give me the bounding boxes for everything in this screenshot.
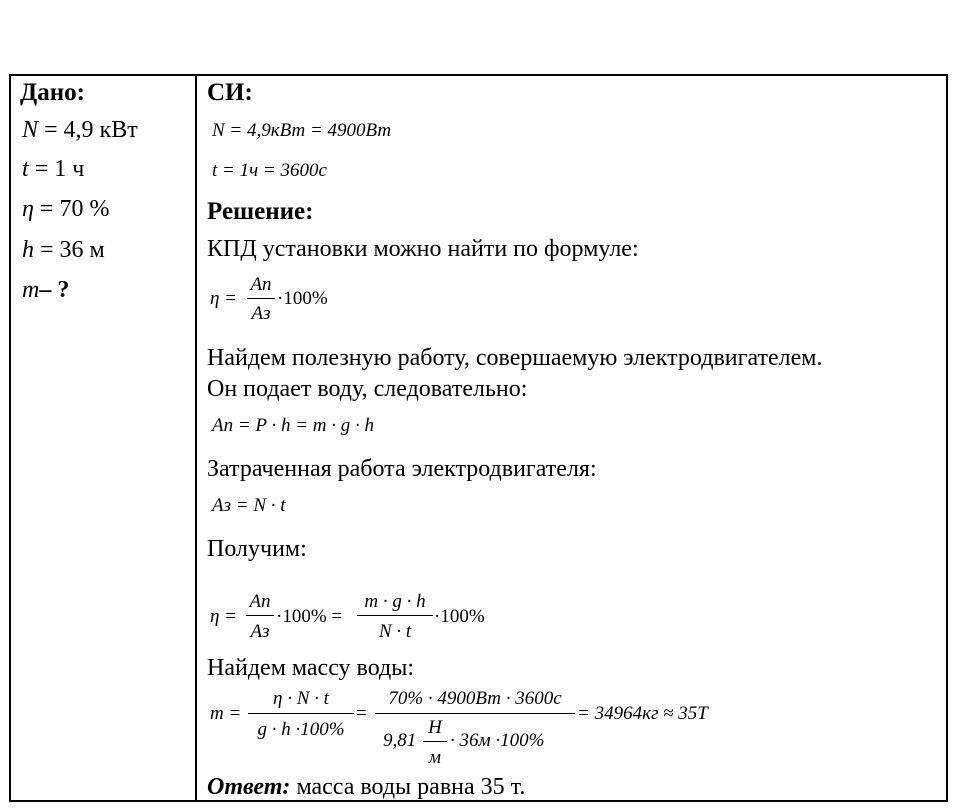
eq5-denominator-2-rest: · 36м ·100% (450, 730, 545, 751)
eq1-tail: ·100% (277, 288, 328, 309)
eq5-unit-bar (423, 741, 447, 742)
eq5-fraction-bar-2 (375, 713, 575, 714)
given-time (22, 157, 84, 181)
given-header: Дано: (20, 79, 85, 106)
solution-paragraph-3: Он подает воду, следовательно: (207, 376, 528, 402)
given-power-var: N (22, 117, 39, 143)
given-height (22, 238, 105, 262)
given-height-var: h (22, 237, 34, 263)
eq4-lhs: η = (210, 606, 237, 627)
eq1-numerator: Aп (250, 274, 272, 295)
eq4-denominator-2: N · t (378, 621, 412, 642)
si-time-line: t = 1ч = 3600с (212, 160, 327, 181)
given-efficiency-var: η (22, 196, 34, 222)
eq5-lhs: m = (210, 703, 242, 724)
given-unknown-var: m (22, 277, 40, 303)
given-unknown (22, 278, 69, 302)
given-unknown-value: – ? (39, 277, 70, 303)
eq5-result: = 34964кг ≈ 35Т (577, 703, 708, 724)
given-efficiency-value: = 70 % (39, 196, 110, 222)
eq5-denominator-2-coef: 9,81 (383, 730, 417, 751)
eq4-tail: ·100% (434, 606, 485, 627)
eq5-numerator-1: η · N · t (273, 688, 329, 709)
eq1-fraction-bar (247, 298, 275, 299)
given-time-var: t (22, 156, 29, 182)
answer-text: масса воды равна 35 т. (290, 774, 526, 800)
answer-label: Ответ: (207, 774, 291, 800)
si-header: СИ: (207, 79, 253, 106)
given-power-value: = 4,9 кВт (44, 117, 138, 143)
eq2: Aп = P · h = m · g · h (212, 415, 374, 436)
eq4-numerator-1: Aп (249, 591, 271, 612)
answer-line (207, 775, 525, 799)
solution-paragraph-1: КПД установки можно найти по формуле: (207, 236, 639, 262)
eq5-unit-numerator: Н (428, 717, 442, 738)
solution-paragraph-5: Получим: (207, 536, 307, 562)
eq1-denominator: Aз (251, 303, 271, 324)
eq4-middle: ·100% = (276, 606, 343, 627)
solution-paragraph-6: Найдем массу воды: (207, 655, 415, 681)
eq3: Aз = N · t (212, 495, 286, 516)
eq4-fraction-bar-2 (357, 615, 433, 616)
solution-paragraph-2: Найдем полезную работу, совершаемую электродвигателем. (207, 345, 823, 371)
eq5-denominator-1: g · h ·100% (257, 719, 345, 740)
given-height-value: = 36 м (40, 237, 105, 263)
si-power-line: N = 4,9кВт = 4900Вт (212, 120, 392, 141)
given-power (22, 118, 138, 142)
eq4-numerator-2: m · g · h (364, 591, 426, 612)
solution-paragraph-4: Затраченная работа электродвигателя: (207, 456, 597, 482)
eq5-numerator-2: 70% · 4900Вт · 3600с (388, 688, 562, 709)
solution-header: Решение: (207, 198, 314, 225)
given-efficiency (22, 197, 109, 221)
column-divider (195, 74, 197, 802)
eq5-equals: = (356, 703, 367, 724)
eq5-fraction-bar-1 (248, 713, 354, 714)
eq1-lhs: η = (210, 288, 237, 309)
eq4-fraction-bar-1 (246, 615, 274, 616)
eq5-unit-denominator: м (428, 747, 442, 768)
given-time-value: = 1 ч (34, 156, 85, 182)
eq4-denominator-1: Aз (250, 621, 270, 642)
